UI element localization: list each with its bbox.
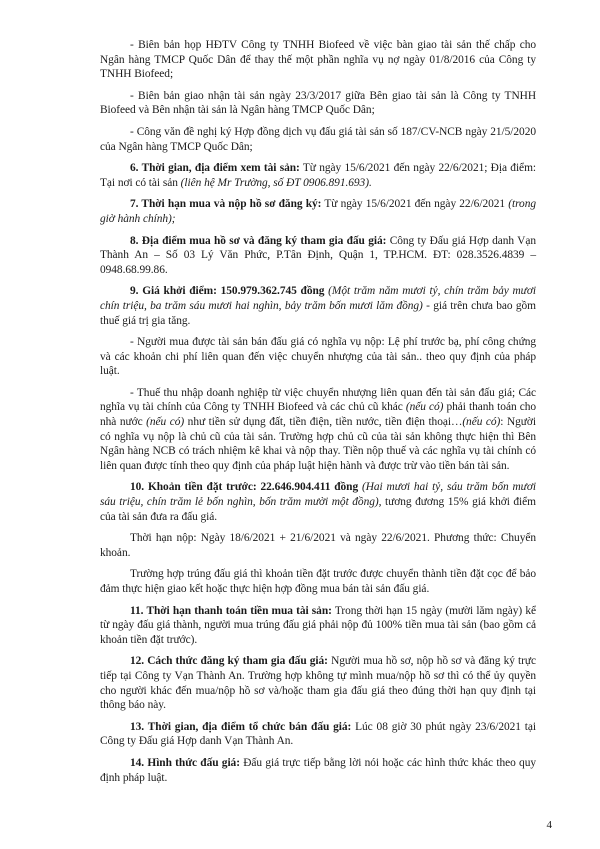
section-13-title: 13. Thời gian, địa điểm tổ chức bán đấu giá:: [130, 720, 352, 733]
section-8-title: 8. Địa điểm mua hồ sơ và đăng ký tham gia đấu giá:: [130, 234, 387, 247]
deposit-deadline-paragraph: Thời hạn nộp: Ngày 18/6/2021 + 21/6/2021 và ngày 22/6/2021. Phương thức: Chuyển khoản.: [100, 532, 536, 559]
tax-obligations-paragraph: - Thuế thu nhập doanh nghiệp từ việc chuyển nhượng liên quan đến tài sản đấu giá; Các nghĩa vụ tài chính của Công ty TNHH Biofeed và các chủ cũ khác (nếu có) phải thanh toán cho nhà nước (nếu có) như tiền sử dụng đất, tiền điện, tiền nước, tiền điện thoại…(nếu có): Người có nghĩa vụ nộp là chủ cũ của tài sản. Trường hợp chủ cũ của tài sản không thực hiện thì Bên Ngân hàng NCB có trách nhiệm kê khai và nộp thay. Tiền nộp thuế và các nghĩa vụ tài chính có liên quan được tính theo quy định của pháp luật hiện hành và được trừ vào tiền bán tài sản.: [100, 386, 536, 472]
section-8-location: 8. Địa điểm mua hồ sơ và đăng ký tham gia đấu giá: Công ty Đấu giá Hợp danh Vạn Thành An – Số 03 Lý Văn Phức, P.Tân Định, Quận 1, TP.HCM. ĐT: 028.3526.4839 – 0948.68.99.86.: [100, 234, 536, 276]
section-9-price-in-words: (Một trăm năm mươi tỷ, chín trăm bảy mươi chín triệu, ba trăm sáu mươi hai nghìn, bảy trăm bốn mươi lăm đồng): [100, 285, 536, 312]
basis-handover-minutes: - Biên bản giao nhận tài sản ngày 23/3/2017 giữa Bên giao tài sản là Công ty TNHH Biofeed và Bên nhận tài sản là Ngân hàng TMCP Quốc Dân;: [100, 89, 536, 117]
section-7-note: (trong giờ hành chính);: [100, 198, 536, 225]
section-12-title: 12. Cách thức đăng ký tham gia đấu giá:: [130, 655, 328, 668]
section-7-registration-period: 7. Thời hạn mua và nộp hồ sơ đăng ký: Từ ngày 15/6/2021 đến ngày 22/6/2021 (trong giờ hành chính);: [100, 198, 536, 225]
section-14-title: 14. Hình thức đấu giá:: [130, 756, 240, 769]
page-number: 4: [546, 819, 552, 831]
section-12-registration-method: 12. Cách thức đăng ký tham gia đấu giá: Người mua hồ sơ, nộp hồ sơ và đăng ký trực tiếp tại Công ty Vạn Thành An. Trường hợp không tự mình mua/nộp hồ sơ thì có thể ủy quyền cho người khác đến mua/nộp hồ sơ và/hoặc tham gia đấu giá theo đúng thời hạn quy định tại thông báo này.: [100, 655, 536, 712]
section-14-auction-form: 14. Hình thức đấu giá: Đấu giá trực tiếp bằng lời nói hoặc các hình thức khác theo quy định pháp luật.: [100, 756, 536, 784]
section-7-title: 7. Thời hạn mua và nộp hồ sơ đăng ký:: [130, 198, 322, 211]
section-11-payment-term: 11. Thời hạn thanh toán tiền mua tài sản: Trong thời hạn 15 ngày (mười lăm ngày) kể từ ngày đấu giá thành, người mua trúng đấu giá phải nộp đủ 100% tiền mua tài sản (bao gồm cả khoản tiền đặt trước).: [100, 604, 536, 646]
section-9-starting-price: 9. Giá khởi điểm: 150.979.362.745 đồng (Một trăm năm mươi tỷ, chín trăm bảy mươi chín triệu, ba trăm sáu mươi hai nghìn, bảy trăm bốn mươi lăm đồng) - giá trên chưa bao gồm thuế giá trị gia tăng.: [100, 285, 536, 327]
section-13-auction-time-place: 13. Thời gian, địa điểm tổ chức bán đấu giá: Lúc 08 giờ 30 phút ngày 23/6/2021 tại Công ty Đấu giá Hợp danh Vạn Thành An.: [100, 720, 536, 748]
section-10-deposit-in-words: (Hai mươi hai tỷ, sáu trăm bốn mươi sáu triệu, chín trăm lẻ bốn nghìn, bốn trăm mười một đồng),: [100, 481, 536, 509]
section-6-title: 6. Thời gian, địa điểm xem tài sản:: [130, 162, 300, 175]
section-10-title: 10. Khoản tiền đặt trước: 22.646.904.411 đồng: [130, 481, 359, 494]
section-9-title: 9. Giá khởi điểm: 150.979.362.745 đồng: [130, 285, 325, 298]
section-6-contact-note: (liên hệ Mr Trường, số ĐT 0906.891.693).: [180, 176, 372, 189]
basis-meeting-minutes: - Biên bản họp HĐTV Công ty TNHH Biofeed về việc bàn giao tài sản thế chấp cho Ngân hàng TMCP Quốc Dân để thay thế một phần nghĩa vụ nợ ngày 01/8/2016 của Công ty TNHH Biofeed;: [100, 39, 536, 81]
deposit-conversion-paragraph: Trường hợp trúng đấu giá thì khoản tiền đặt trước được chuyển thành tiền đặt cọc để bảo đảm thực hiện giao kết hoặc thực hiện hợp đồng mua bán tài sản đấu giá.: [100, 568, 536, 595]
section-10-deposit: 10. Khoản tiền đặt trước: 22.646.904.411 đồng (Hai mươi hai tỷ, sáu trăm bốn mươi sáu triệu, chín trăm lẻ bốn nghìn, bốn trăm mười một đồng), tương đương 15% giá khởi điểm của tài sản đưa ra đấu giá.: [100, 481, 536, 523]
section-6-viewing: 6. Thời gian, địa điểm xem tài sản: Từ ngày 15/6/2021 đến ngày 22/6/2021; Địa điểm: Tại nơi có tài sản (liên hệ Mr Trường, số ĐT 0906.891.693).: [100, 162, 536, 189]
section-11-title: 11. Thời hạn thanh toán tiền mua tài sản:: [130, 604, 332, 617]
basis-official-letter: - Công văn đề nghị ký Hợp đồng dịch vụ đấu giá tài sản số 187/CV-NCB ngày 21/5/2020 của Ngân hàng TMCP Quốc Dân;: [100, 125, 536, 153]
buyer-fees-paragraph: - Người mua được tài sản bán đấu giá có nghĩa vụ nộp: Lệ phí trước bạ, phí công chứng và các khoản chi phí liên quan đến việc chuyển nhượng của tài sản.. theo quy định của pháp luật.: [100, 336, 536, 378]
